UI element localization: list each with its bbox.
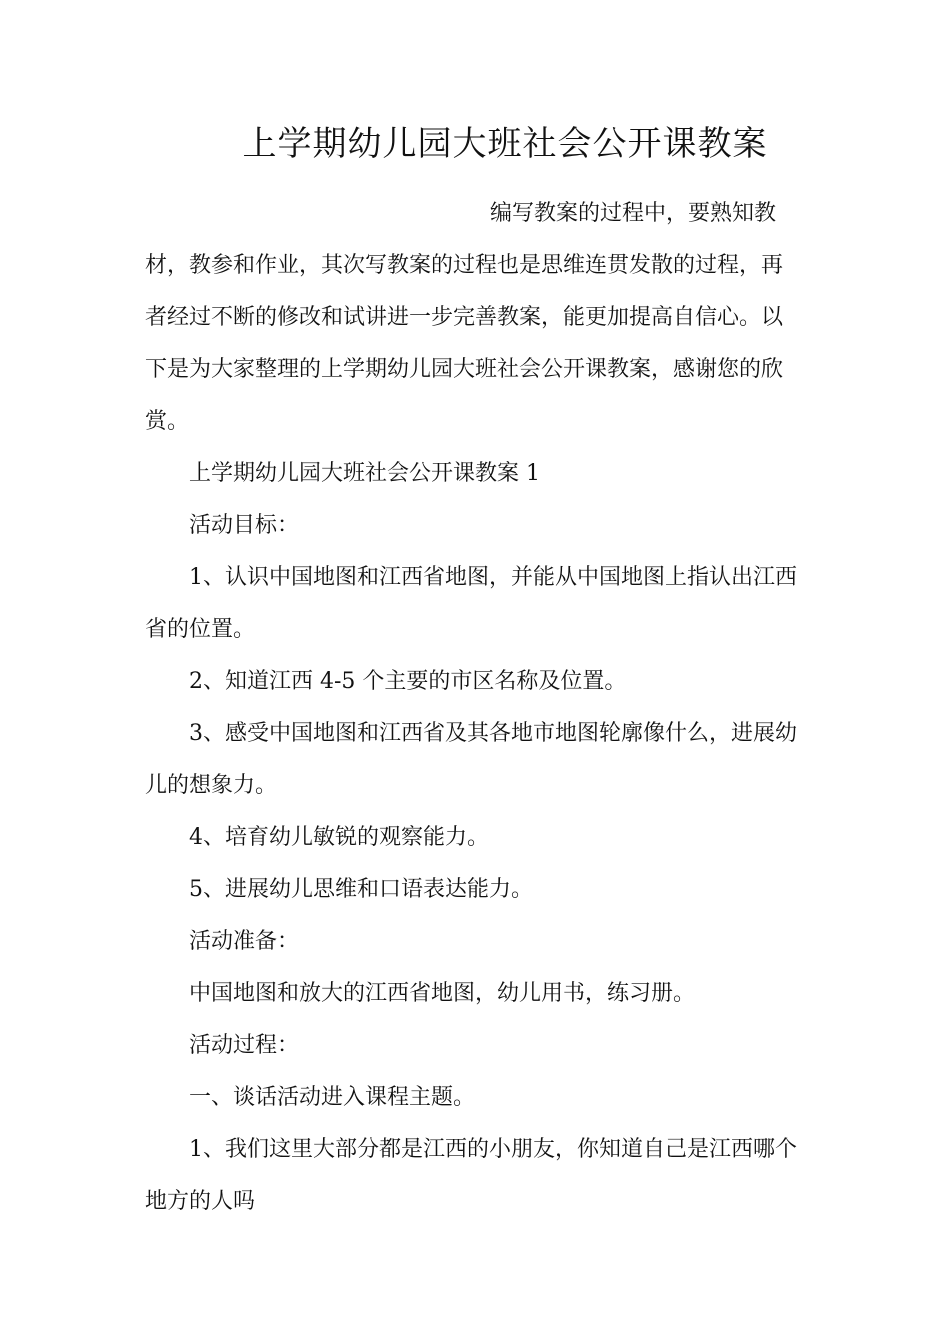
list-item: 1、认识中国地图和江西省地图，并能从中国地图上指认出江西 [189, 565, 797, 590]
text-line: 者经过不断的修改和试讲进一步完善教案，能更加提高自信心。以 [145, 305, 784, 330]
list-item: 4、培育幼儿敏锐的观察能力。 [189, 825, 489, 850]
list-item: 2、知道江西 4-5 个主要的市区名称及位置。 [189, 669, 627, 694]
section-heading: 上学期幼儿园大班社会公开课教案 1 [189, 461, 540, 486]
subheading: 活动目标： [189, 513, 300, 538]
list-item: 1、我们这里大部分都是江西的小朋友，你知道自己是江西哪个 [189, 1137, 797, 1162]
text-line: 地方的人吗 [145, 1189, 256, 1214]
list-item: 5、进展幼儿思维和口语表达能力。 [189, 877, 533, 902]
text-line: 赏。 [145, 409, 190, 434]
subheading: 活动过程： [189, 1033, 300, 1058]
subheading: 活动准备： [189, 929, 300, 954]
text-line: 材，教参和作业，其次写教案的过程也是思维连贯发散的过程，再 [145, 253, 784, 278]
list-item: 3、感受中国地图和江西省及其各地市地图轮廓像什么，进展幼 [189, 721, 797, 746]
text-line: 儿的想象力。 [145, 773, 278, 798]
list-item: 一、谈话活动进入课程主题。 [189, 1085, 476, 1110]
document-title: 上学期幼儿园大班社会公开课教案 [242, 124, 768, 164]
text-line: 编写教案的过程中，要熟知教 [490, 201, 777, 226]
text-line: 省的位置。 [145, 617, 256, 642]
text-line: 中国地图和放大的江西省地图，幼儿用书，练习册。 [189, 981, 696, 1006]
document-body [145, 188, 807, 1228]
text-line: 下是为大家整理的上学期幼儿园大班社会公开课教案，感谢您的欣 [145, 357, 784, 382]
